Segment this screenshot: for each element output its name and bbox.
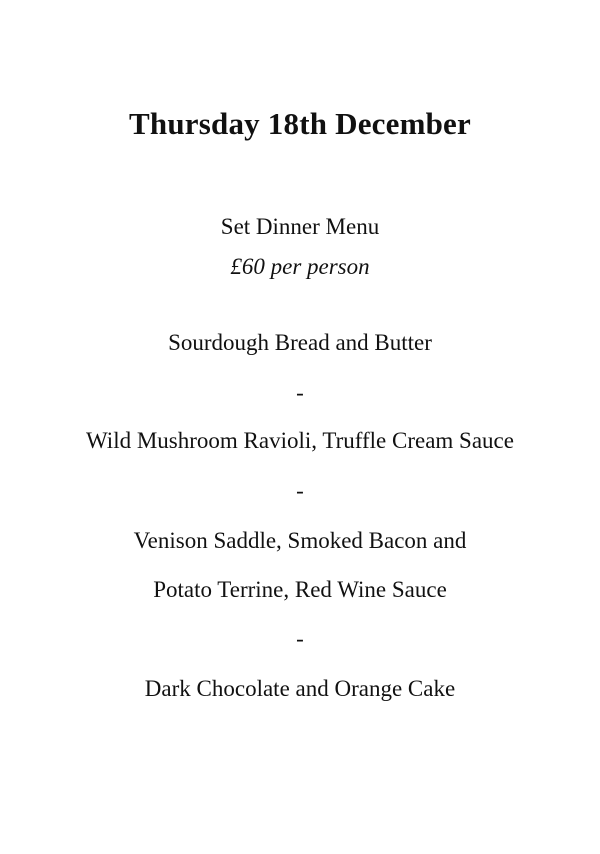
menu-price: £60 per person: [230, 254, 370, 279]
course-divider: -: [296, 478, 304, 503]
course-main-line-1: Venison Saddle, Smoked Bacon and: [133, 528, 467, 553]
menu-name: Set Dinner Menu: [220, 214, 380, 239]
course-divider: -: [296, 626, 304, 651]
course-main-line-2: Potato Terrine, Red Wine Sauce: [153, 577, 447, 602]
course-starter: Sourdough Bread and Butter: [168, 330, 432, 355]
page-title: Thursday 18th December: [129, 106, 471, 141]
course-divider: -: [296, 380, 304, 405]
course-dessert: Dark Chocolate and Orange Cake: [144, 676, 456, 701]
course-first: Wild Mushroom Ravioli, Truffle Cream Sauce: [86, 428, 514, 453]
